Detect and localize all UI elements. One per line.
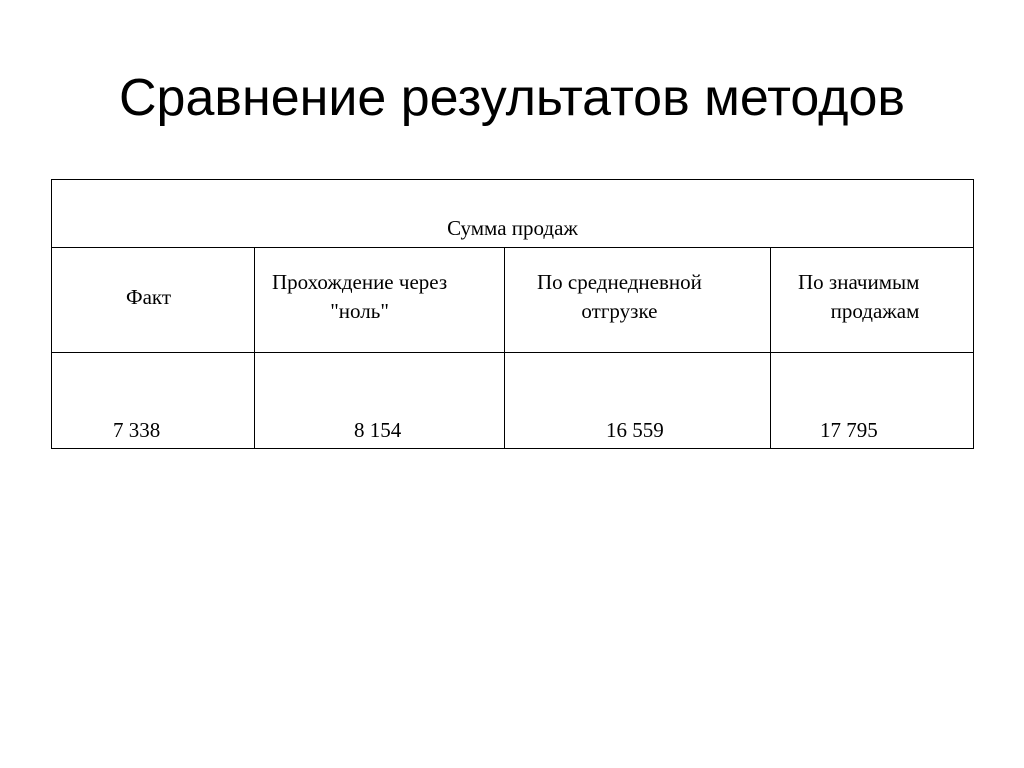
column-header-label	[272, 268, 447, 326]
group-header-label: Сумма продаж	[447, 216, 578, 240]
column-header-line: Прохождение через	[272, 270, 448, 294]
column-header-zero-crossing	[255, 248, 505, 353]
column-header-line: "ноль"	[330, 299, 389, 323]
value-significant-sales: 17 795	[820, 418, 878, 442]
column-header-line: отгрузке	[581, 299, 658, 323]
table-cell-daily-average	[505, 353, 771, 449]
value-fact: 7 338	[113, 418, 161, 442]
comparison-table	[51, 179, 974, 449]
column-header-fact	[52, 248, 255, 353]
column-header-line: По среднедневной	[537, 270, 702, 294]
table-cell-significant-sales	[771, 353, 974, 449]
table-cell-fact	[52, 353, 255, 449]
table-row	[52, 353, 974, 449]
value-zero-crossing: 8 154	[354, 418, 402, 442]
slide-title: Сравнение результатов методов	[118, 69, 906, 127]
column-header-daily-average	[505, 248, 771, 353]
value-daily-average: 16 559	[606, 418, 664, 442]
column-header-line: продажам	[830, 299, 920, 323]
table-header-group-row	[52, 180, 974, 248]
column-header-label: Факт	[126, 285, 172, 309]
group-header-cell	[52, 180, 974, 248]
table-cell-zero-crossing	[255, 353, 505, 449]
column-header-significant-sales	[771, 248, 974, 353]
column-header-line: По значимым	[798, 270, 920, 294]
column-header-label	[537, 268, 702, 326]
table-header-row	[52, 248, 974, 353]
column-header-label	[798, 268, 919, 326]
